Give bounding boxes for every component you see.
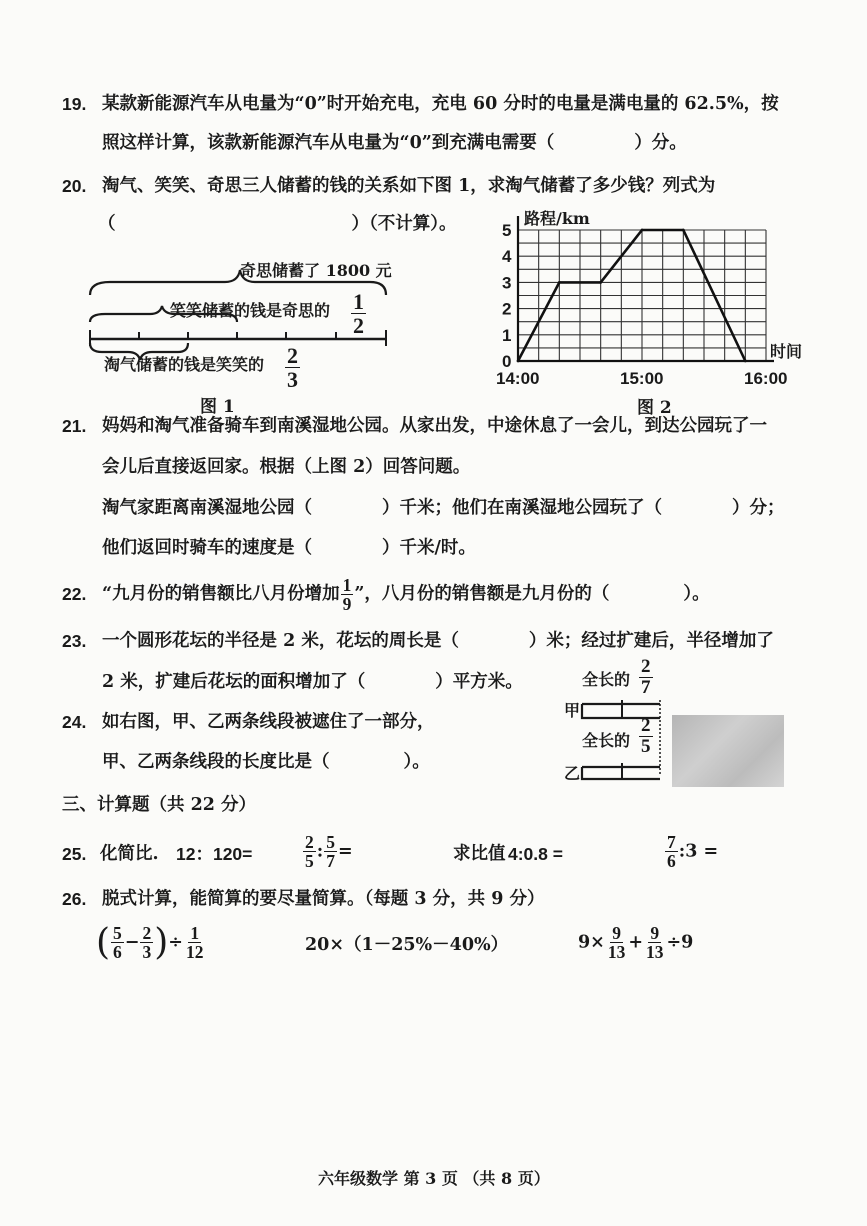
q26-expr1: ( $\frac{5}{6}$ − $\frac{2}{3}$ )÷ $\frac{1}{12}$ [96,921,204,963]
q22-line: “九月份的销售额比八月份增加 $\frac{1}{9}$ ”，八月份的销售额是九月份的（ ）。 [102,574,710,614]
y-tick-label: 0 [502,352,512,371]
figure1-caption: 图 1 [200,397,235,417]
q25-number: 25. [62,844,87,864]
q20-number: 20. [62,176,87,196]
q24-number: 24. [62,712,87,732]
x-tick-label: 14:00 [496,369,540,388]
y-tick-label: 5 [502,221,512,240]
q19-line1: 某款新能源汽车从电量为“0”时开始充电，充电 60 分时的电量是满电量的 62.5%，按 [102,94,779,114]
y-tick-label: 1 [502,325,512,345]
q25-label1: 化简比. [100,844,159,864]
data-point [641,229,644,232]
label-xiaoxiao: 笑笑储蓄的钱是奇思的 [170,301,331,320]
x-tick-label: 16:00 [744,369,788,388]
q19-number: 19. [62,94,87,114]
q25-expr2: $\frac{2}{5}$ : $\frac{5}{7}$ = [305,832,353,872]
q20-line1: 淘气、笑笑、奇思三人储蓄的钱的关系如下图 1，求淘气储蓄了多少钱？列式为 [102,176,716,196]
q23-line1: 一个圆形花坛的半径是 2 米，花坛的周长是（ ）米；经过扩建后，半径增加了 [102,631,774,651]
data-point [744,360,747,363]
q25-expr1: 12：120= [176,844,253,864]
section3-heading: 三、计算题（共 22 分） [62,795,257,815]
y-tick-label: 2 [502,299,512,319]
data-point [558,281,561,284]
q24-top-frac: $\frac{2}{7}$ [641,656,651,698]
data-point [599,281,602,284]
figure2-chart [460,200,820,400]
y-tick-label: 4 [502,247,512,267]
label-taoqi: 淘气储蓄的钱是笑笑的 [104,355,265,374]
q25-expr4: $\frac{7}{6}$ :3 = [667,832,719,872]
q21-line2: 会儿后直接返回家。根据（上图 2）回答问题。 [102,457,471,477]
page-footer: 六年级数学 第 3 页 （共 8 页） [318,1169,550,1188]
q21-number: 21. [62,416,87,436]
segment-yi [582,767,660,779]
q24-label-yi: 乙 [564,764,581,783]
q24-top-label: 全长的 [582,670,631,689]
x-axis-label: 时间 [770,342,803,361]
y-tick-label: 3 [502,273,512,293]
q24-line2: 甲、乙两条线段的长度比是（ ）。 [102,752,430,772]
q20-line2: （ ）（不计算）。 [98,214,457,234]
q21-line3: 淘气家距离南溪湿地公园（ ）千米；他们在南溪湿地公园玩了（ ）分； [102,498,785,518]
q26-expr2: 20×（1－25%－40%） [305,935,509,955]
q26-expr3: 9× $\frac{9}{13}$ + $\frac{9}{13}$ ÷9 [578,923,694,963]
figure2-caption: 图 2 [637,398,672,418]
q24-label-jia: 甲 [564,701,581,720]
q25-label2: 求比值 [453,844,506,864]
y-axis-label: 路程/km [524,209,590,228]
q24-line1: 如右图，甲、乙两条线段被遮住了一部分， [102,712,435,732]
q25-expr3: 4:0.8 = [508,844,563,864]
q24-mid-label: 全长的 [582,731,631,750]
frac-taoqi: $\frac{2}{3}$ [287,343,298,393]
q23-line2: 2 米，扩建后花坛的面积增加了（ ）平方米。 [102,672,523,692]
q23-number: 23. [62,631,87,651]
q21-line1: 妈妈和淘气准备骑车到南溪湿地公园。从家出发，中途休息了一会儿，到达公园玩了一 [102,416,767,436]
frac-xiaoxiao: $\frac{1}{2}$ [353,289,364,339]
x-tick-label: 15:00 [620,369,664,388]
q26-number: 26. [62,889,87,909]
q21-line4: 他们返回时骑车的速度是（ ）千米/时。 [102,538,476,558]
q19-line2: 照这样计算，该款新能源汽车从电量为“0”到充满电需要（ ）分。 [102,133,687,153]
data-point [517,360,520,363]
q22-number: 22. [62,584,87,604]
data-point [682,229,685,232]
segment-ticks [90,330,386,346]
label-qisi: 奇思储蓄了 1800 元 [240,261,392,280]
q26-text: 脱式计算，能简算的要尽量简算。（每题 3 分，共 9 分） [102,889,545,909]
covered-area [672,715,784,787]
q24-mid-frac: $\frac{2}{5}$ [641,715,651,757]
